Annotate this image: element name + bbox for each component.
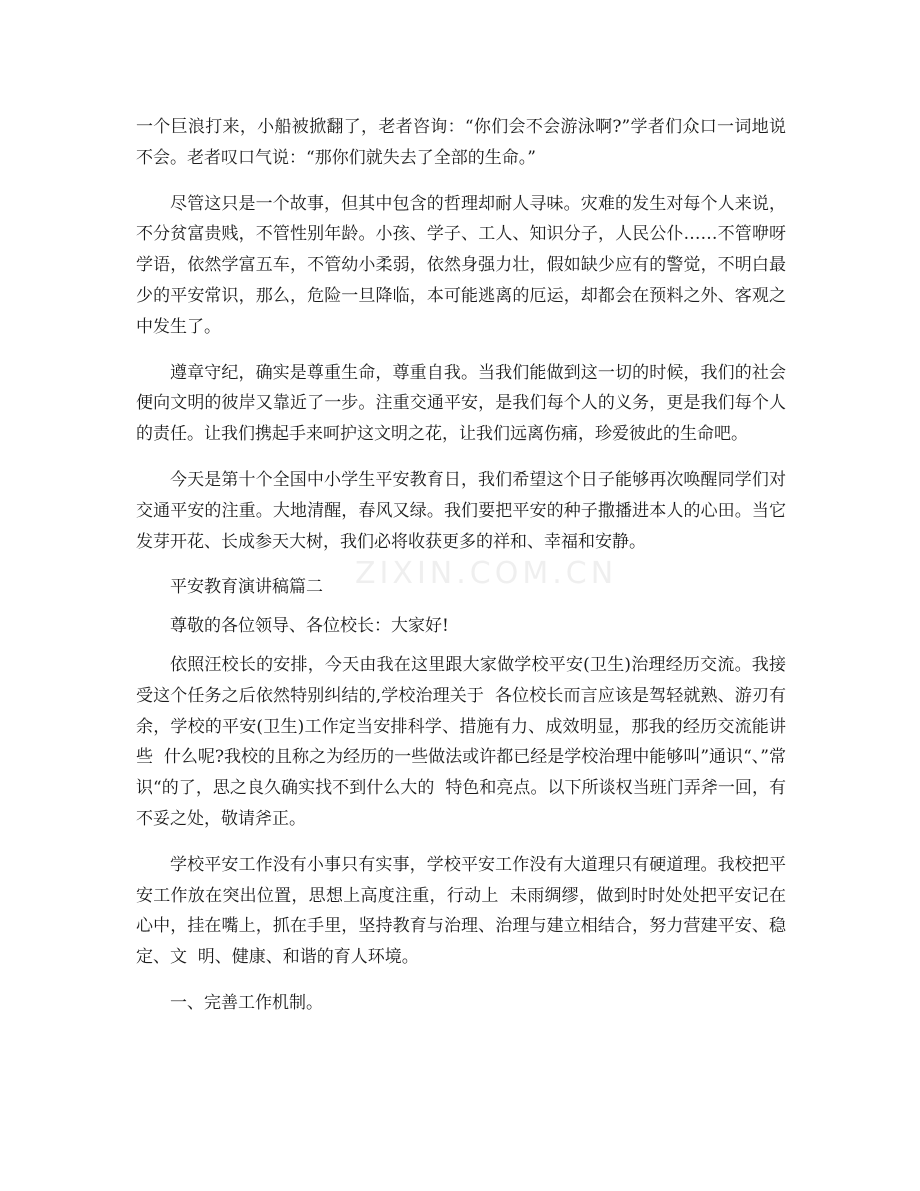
paragraph-6: 学校平安工作没有小事只有实事，学校平安工作没有大道理只有硬道理。我校把平安工作放在突出位置，思想上高度注重，行动上 未雨绸缪，做到时时处处把平安记在心中，挂在嘴上，抓在手里，坚持教育与治理、治理与建立相结合，努力营建平安、稳定、文 明、健康、和谐的育人环境。 bbox=[136, 854, 786, 968]
paragraph-2: 尽管这只是一个故事，但其中包含的哲理却耐人寻味。灾难的发生对每个人来说，不分贫富贵贱，不管性别年龄。小孩、学子、工人、知识分子，人民公仆……不管咿呀学语，依然学富五车，不管幼小柔弱，依然身强力壮，假如缺少应有的警觉，不明白最少的平安常识，那么，危险一旦降临，本可能逃离的厄运，却都会在预料之外、客观之中发生了。 bbox=[136, 193, 786, 337]
paragraph-1: 一个巨浪打来，小船被掀翻了，老者咨询：“你们会不会游泳啊?”学者们众口一词地说不会。老者叹口气说：“那你们就失去了全部的生命。” bbox=[136, 117, 786, 168]
paragraph-3: 遵章守纪，确实是尊重生命，尊重自我。当我们能做到这一切的时候，我们的社会便向文明的彼岸又靠近了一步。注重交通平安，是我们每个人的义务，更是我们每个人的责任。让我们携起手来呵护这文明之花，让我们远离伤痛，珍爱彼此的生命吧。 bbox=[136, 362, 786, 445]
subheading-1: 一、完善工作机制。 bbox=[170, 992, 323, 1013]
paragraph-5: 依照汪校长的安排，今天由我在这里跟大家做学校平安(卫生)治理经历交流。我接受这个任务之后依然特别纠结的,学校治理关于 各位校长而言应该是驾轻就熟、游刃有余，学校的平安(卫生)工作定当安排科学、措施有力、成效明显，那我的经历交流能讲些 什么呢?我校的且称之为经历的一些做法或许都已经是学校治理中能够叫”通识“、”常识“的了，思之良久确实找不到什么大的 特色和亮点。以下所谈权当班门弄斧一回，有不妥之处，敬请斧正。 bbox=[136, 654, 786, 829]
section-heading: 平安教育演讲稿篇二 bbox=[170, 577, 323, 598]
document-body bbox=[136, 112, 786, 1034]
watermark-text: ZIXIN.COM.CN bbox=[355, 556, 618, 591]
paragraph-4: 今天是第十个全国中小学生平安教育日，我们希望这个日子能够再次唤醒同学们对交通平安的注重。大地清醒，春风又绿。我们要把平安的种子撒播进本人的心田。当它发芽开花、长成参天大树，我们必将收获更多的祥和、幸福和安静。 bbox=[136, 469, 786, 552]
salutation: 尊敬的各位领导、各位校长：大家好! bbox=[170, 616, 449, 637]
